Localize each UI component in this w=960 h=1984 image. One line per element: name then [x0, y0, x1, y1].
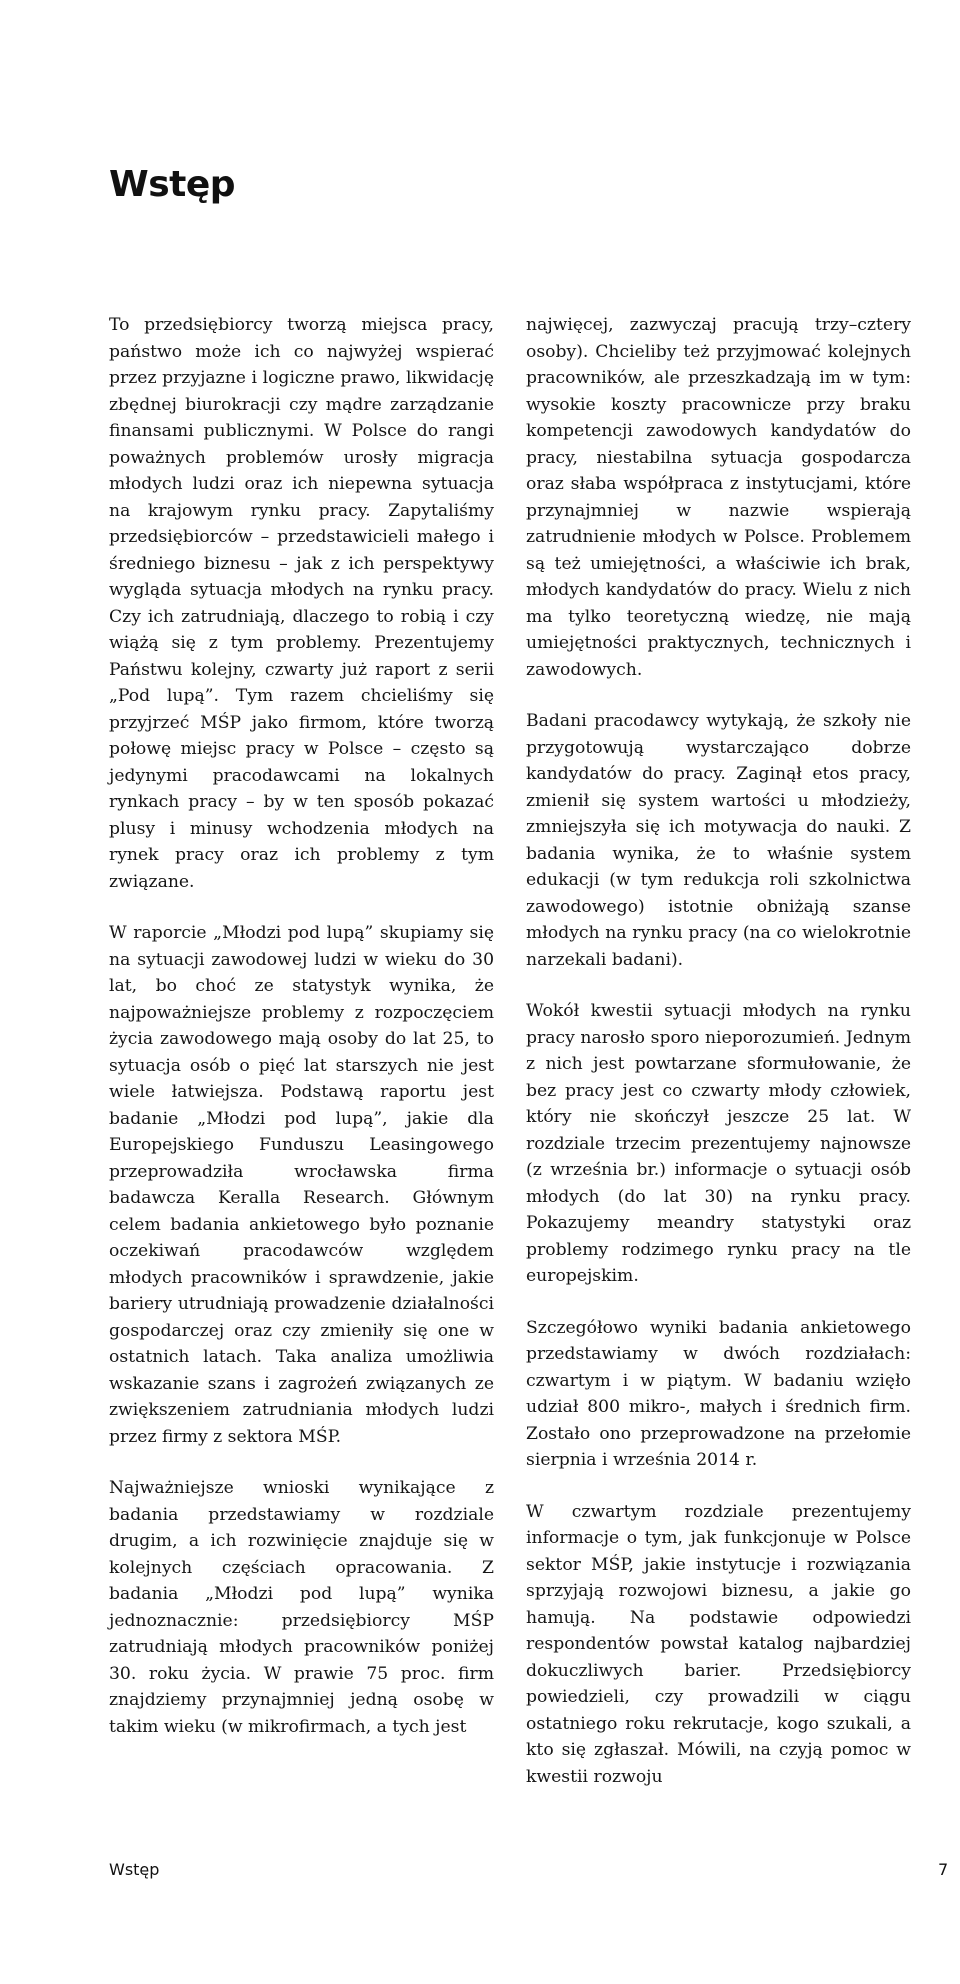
paragraph: W raporcie „Młodzi pod lupą” skupiamy się na sytuacji zawodowej ludzi w wieku do 30 lat, bo choć ze statystyk wynika, że najpoważniejsze problemy z rozpoczęciem życia zawodowego mają osoby do lat 25, to sytuacja osób o pięć lat starszych nie jest wiele łatwiejsza. Podstawą raportu jest badanie „Młodzi pod lupą”, jakie dla Europejskiego Funduszu Leasingowego przeprowadziła wrocławska firma badawcza Keralla Research. Głównym celem badania ankietowego było poznanie oczekiwań pracodawców względem młodych pracowników i sprawdzenie, jakie bariery utrudniają prowadzenie działalności gospodarczej oraz czy zmieniły się one w ostatnich latach. Taka analiza umożliwia wskazanie szans i zagrożeń związanych ze zwiększeniem zatrudniania młodych ludzi przez firmy z sektora MŚP.	[109, 923, 494, 1447]
footer-section-title: Wstęp	[109, 1860, 160, 1879]
paragraph: Badani pracodawcy wytykają, że szkoły nie przygotowują wystarczająco dobrze kandydatów do pracy. Zaginął etos pracy, zmienił się system wartości u młodzieży, zmniejszyła się ich motywacja do nauki. Z badania wynika, że to właśnie system edukacji (w tym redukcja roli szkolnictwa zawodowego) istotnie obniżają szanse młodych na rynku pracy (na co wielokrotnie narzekali badani).	[526, 711, 911, 970]
text-column-right	[526, 312, 911, 1815]
page-title: Wstęp	[109, 164, 236, 205]
paragraph: najwięcej, zazwyczaj pracują trzy–cztery osoby). Chcieliby też przyjmować kolejnych pracowników, ale przeszkadzają im w tym: wysokie koszty pracownicze przy braku kompetencji zawodowych kandydatów do pracy, niestabilna sytuacja gospodarcza oraz słaba współpraca z instytucjami, które przynajmniej w nazwie wspierają zatrudnienie młodych w Polsce. Problemem są też umiejętności, a właściwie ich brak, młodych kandydatów do pracy. Wielu z nich ma tylko teoretyczną wiedzę, nie mają umiejętności praktycznych, technicznych i zawodowych.	[526, 315, 911, 680]
paragraph: To przedsiębiorcy tworzą miejsca pracy, państwo może ich co najwyżej wspierać przez przyjazne i logiczne prawo, likwidację zbędnej biurokracji czy mądre zarządzanie finansami publicznymi. W Polsce do rangi poważnych problemów urosły migracja młodych ludzi oraz ich niepewna sytuacja na krajowym rynku pracy. Zapytaliśmy przedsiębiorców – przedstawicieli małego i średniego biznesu – jak z ich perspektywy wygląda sytuacja młodych na rynku pracy. Czy ich zatrudniają, dlaczego to robią i czy wiążą się z tym problemy. Prezentujemy Państwu kolejny, czwarty już raport z serii „Pod lupą”. Tym razem chcieliśmy się przyjrzeć MŚP jako firmom, które tworzą połowę miejsc pracy w Polsce – często są jedynymi pracodawcami na lokalnych rynkach pracy – by w ten sposób pokazać plusy i minusy wchodzenia młodych na rynek pracy oraz ich problemy z tym związane.	[109, 315, 494, 892]
page-number: 7	[938, 1860, 949, 1879]
paragraph: Wokół kwestii sytuacji młodych na rynku pracy narosło sporo nieporozumień. Jednym z nich jest powtarzane sformułowanie, że bez pracy jest co czwarty młody człowiek, który nie skończył jeszcze 25 lat. W rozdziale trzecim prezentujemy najnowsze (z września br.) informacje o sytuacji osób młodych (do lat 30) na rynku pracy. Pokazujemy meandry statystyki oraz problemy rodzimego rynku pracy na tle europejskim.	[526, 1001, 911, 1286]
paragraph: Najważniejsze wnioski wynikające z badania przedstawiamy w rozdziale drugim, a ich rozwinięcie znajduje się w kolejnych częściach opracowania. Z badania „Młodzi pod lupą” wynika jednoznacznie: przedsiębiorcy MŚP zatrudniają młodych pracowników poniżej 30. roku życia. W prawie 75 proc. firm znajdziemy przynajmniej jedną osobę w takim wieku (w mikrofirmach, a tych jest	[109, 1478, 494, 1737]
paragraph: Szczegółowo wyniki badania ankietowego przedstawiamy w dwóch rozdziałach: czwartym i w piątym. W badaniu wzięło udział 800 mikro-, małych i średnich firm. Zostało ono przeprowadzone na przełomie sierpnia i września 2014 r.	[526, 1317, 911, 1470]
paragraph: W czwartym rozdziale prezentujemy informacje o tym, jak funkcjonuje w Polsce sektor MŚP, jakie instytucje i rozwiązania sprzyjają rozwojowi biznesu, a jakie go hamują. Na podstawie odpowiedzi respondentów powstał katalog najbardziej dokuczliwych barier. Przedsiębiorcy powiedzieli, czy prowadzili w ciągu ostatniego roku rekrutacje, kogo szukali, a kto się zgłaszał. Mówili, na czyją pomoc w kwestii rozwoju	[526, 1501, 911, 1787]
text-column-left	[109, 312, 494, 1765]
